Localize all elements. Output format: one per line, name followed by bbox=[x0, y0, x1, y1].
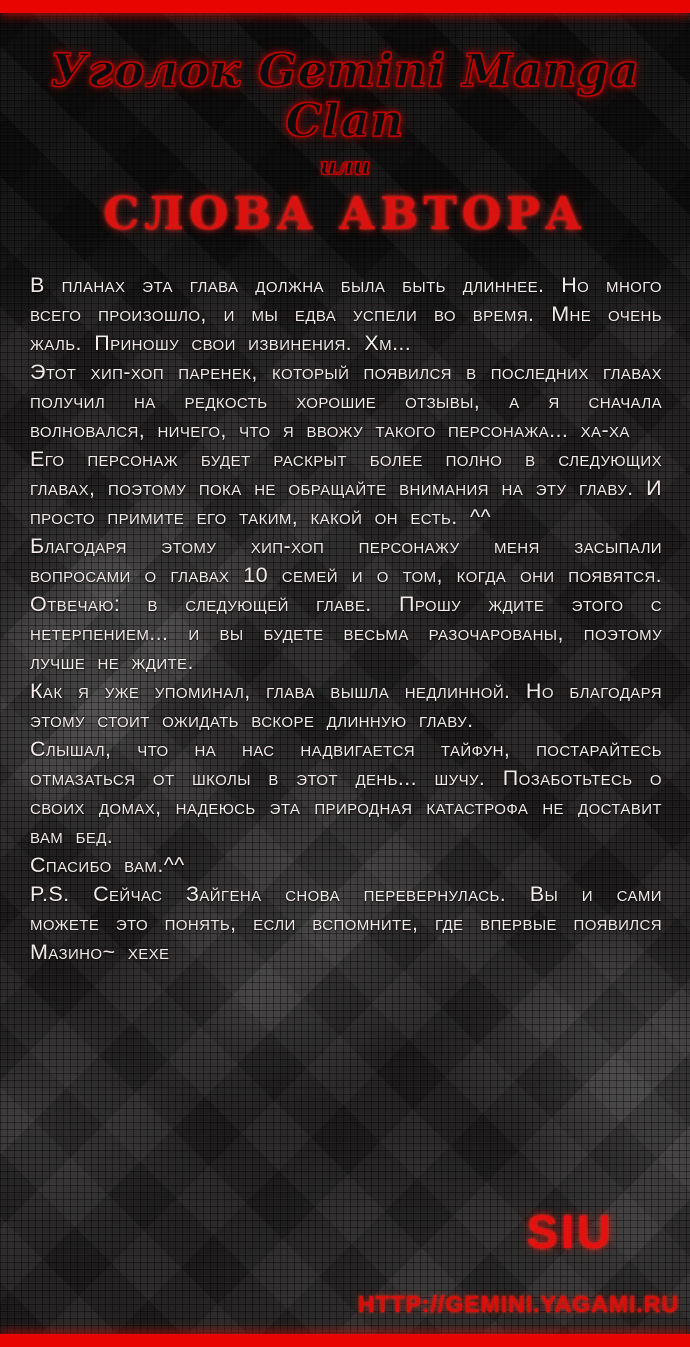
note-paragraph-7: Спасибо вам.^^ bbox=[30, 853, 185, 877]
site-url-link[interactable]: HTTP://GEMINI.YAGAMI.RU bbox=[357, 1291, 679, 1317]
subtitle-author-words: СЛОВА АВТОРА bbox=[103, 187, 587, 240]
author-note bbox=[30, 271, 662, 967]
note-paragraph-3: Его персонаж будет раскрыт более полно в следующих главах, поэтому пока не обращайте внимания на эту главу. И просто примите его таким, какой он есть. ^^ bbox=[30, 447, 662, 529]
page-header bbox=[0, 44, 690, 240]
note-paragraph-6: Слышал, что на нас надвигается тайфун, постарайтесь отмазаться от школы в этот день... шучу. Позаботьтесь о своих домах, надеюсь эта природная катастрофа не доставит вам бед. bbox=[30, 737, 662, 848]
bottom-red-bar bbox=[0, 1334, 690, 1347]
top-red-bar bbox=[0, 0, 690, 13]
note-paragraph-5: Как я уже упоминал, глава вышла недлинной. Но благодаря этому стоит ожидать вскоре длинную главу. bbox=[30, 679, 662, 732]
author-signature: SIU bbox=[526, 1205, 614, 1258]
note-paragraph-8: P.S. Сейчас Зайгена снова перевернулась. Вы и сами можете это понять, если вспомните, где впервые появился Мазино~ хехе bbox=[30, 882, 662, 964]
note-paragraph-4: Благодаря этому хип-хоп персонажу меня засыпали вопросами о главах 10 семей и о том, когда они появятся. Отвечаю: в следующей главе. Прошу ждите этого с нетерпением... и вы будете весьма разочарованы, поэтому лучше не ждите. bbox=[30, 534, 662, 674]
page-title: Уголок Gemini Manga Clan bbox=[50, 44, 640, 147]
note-paragraph-1: В планах эта глава должна была быть длиннее. Но много всего произошло, и мы едва успели во время. Мне очень жаль. Приношу свои извинения. Хм... bbox=[30, 273, 662, 355]
note-paragraph-2: Этот хип-хоп паренек, который появился в последних главах получил на редкость хорошие отзывы, а я сначала волновался, ничего, что я ввожу такого персонажа... ха-ха bbox=[30, 360, 662, 442]
connector-text: или bbox=[319, 153, 371, 180]
